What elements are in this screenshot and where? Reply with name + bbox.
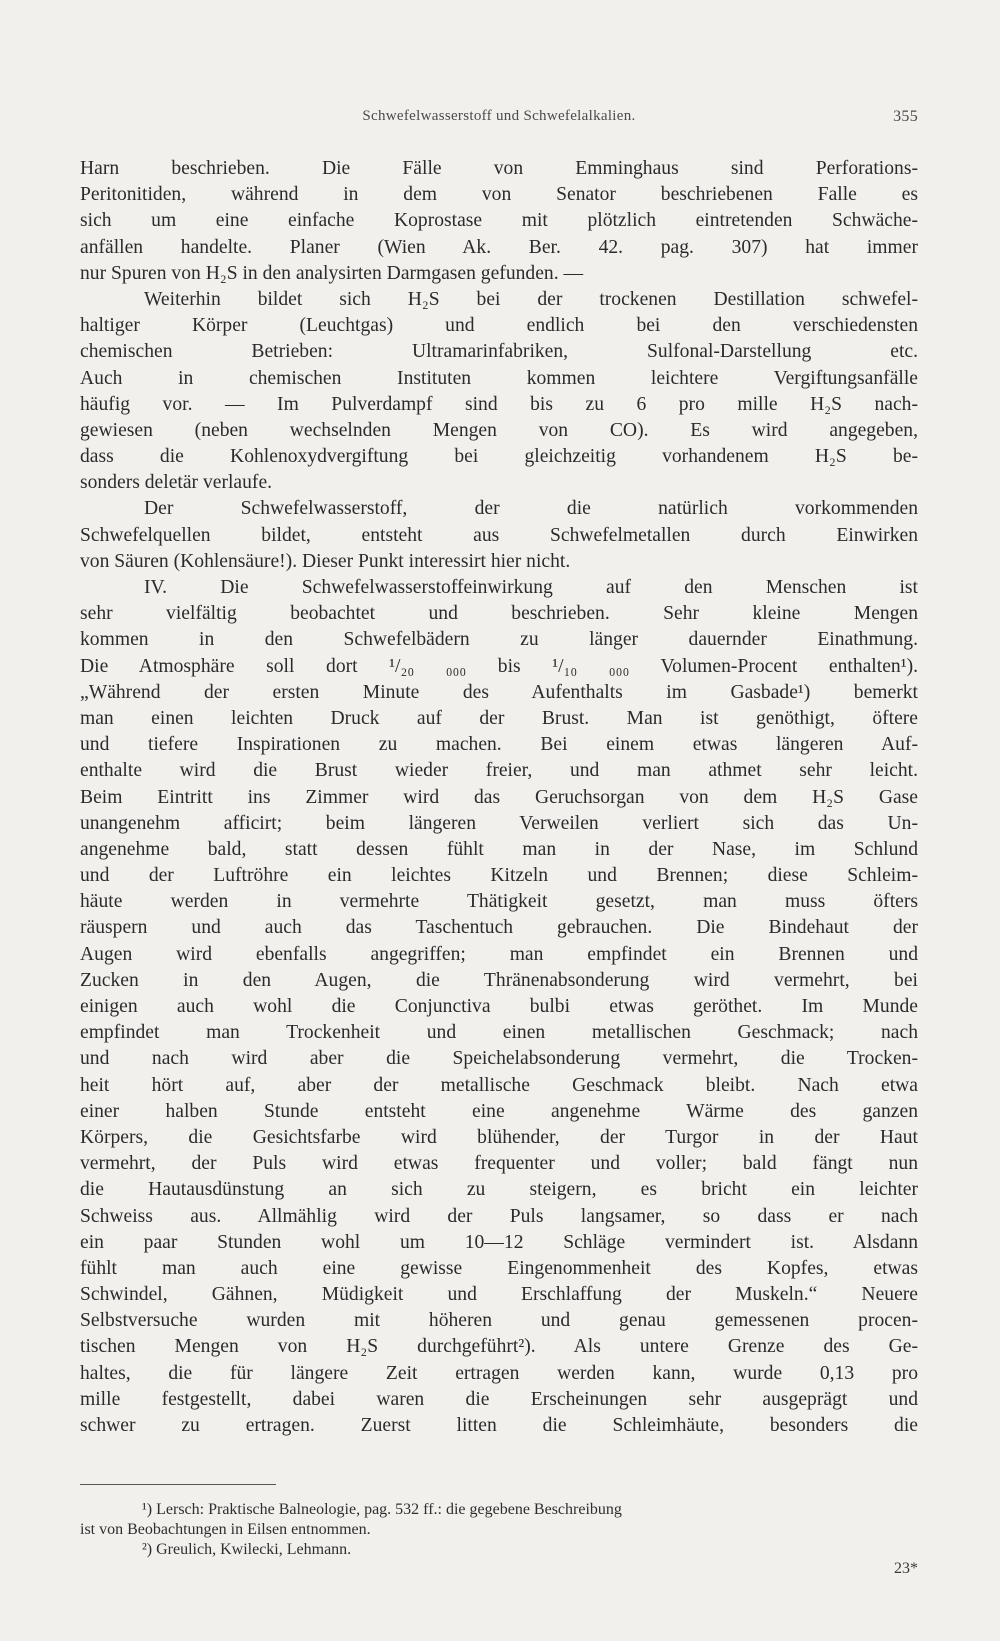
text-line: Schwefelquellen bildet, entsteht aus Schwefelmetallen durch Einwirken xyxy=(80,524,918,546)
text-line: von Säuren (Kohlensäure!). Dieser Punkt interessirt hier nicht. xyxy=(80,550,571,572)
text-line: häufig vor. — Im Pulverdampf sind bis zu 6 pro mille H₂S nach- xyxy=(80,393,918,415)
footnote-rule xyxy=(80,1484,276,1485)
running-title: Schwefelwasserstoff und Schwefelalkalien. xyxy=(362,108,636,124)
text-line: enthalte wird die Brust wieder freier, und man athmet sehr leicht. xyxy=(80,760,918,782)
text-line: Weiterhin bildet sich H₂S bei der trockenen Destillation schwefel- xyxy=(144,288,918,310)
text-line: Beim Eintritt ins Zimmer wird das Geruchsorgan von dem H₂S Gase xyxy=(80,786,918,808)
text-line: haltes, die für längere Zeit ertragen werden kann, wurde 0,13 pro xyxy=(80,1362,918,1384)
footnotes xyxy=(80,1500,918,1560)
text-line: empfindet man Trockenheit und einen metallischen Geschmack; nach xyxy=(80,1022,918,1044)
page-number: 355 xyxy=(893,108,918,125)
text-line: die Hautausdünstung an sich zu steigern, es bricht ein leichter xyxy=(80,1179,918,1201)
text-line: einigen auch wohl die Conjunctiva bulbi etwas geröthet. Im Munde xyxy=(80,996,918,1017)
text-line: Zucken in den Augen, die Thränenabsonderung wird vermehrt, bei xyxy=(80,969,918,991)
text-line: sonders deletär verlaufe. xyxy=(80,472,273,494)
text-line: Augen wird ebenfalls angegriffen; man empfindet ein Brennen und xyxy=(80,943,918,965)
text-line: und tiefere Inspirationen zu machen. Bei einem etwas längeren Auf- xyxy=(80,734,918,756)
text-line: IV. Die Schwefelwasserstoffeinwirkung auf den Menschen ist xyxy=(144,577,918,598)
text-line: Der Schwefelwasserstoff, der die natürlich vorkommenden xyxy=(144,498,918,520)
text-line: nur Spuren von H₂S in den analysirten Darmgasen gefunden. — xyxy=(80,262,584,284)
text-line: Körpers, die Gesichtsfarbe wird blühender, der Turgor in der Haut xyxy=(80,1126,918,1148)
text-line: vermehrt, der Puls wird etwas frequenter und voller; bald fängt nun xyxy=(80,1153,918,1175)
text-line: anfällen handelte. Planer (Wien Ak. Ber. 42. pag. 307) hat immer xyxy=(80,236,918,258)
text-line: Auch in chemischen Instituten kommen leichtere Vergiftungsanfälle xyxy=(80,367,918,389)
signature-mark: 23* xyxy=(894,1560,918,1577)
text-line: sehr vielfältig beobachtet und beschrieben. Sehr kleine Mengen xyxy=(80,603,918,625)
text-line: ein paar Stunden wohl um 10—12 Schläge vermindert ist. Alsdann xyxy=(80,1231,918,1253)
text-line: man einen leichten Druck auf der Brust. Man ist genöthigt, öftere xyxy=(80,707,918,729)
text-line: sich um eine einfache Koprostase mit plötzlich eintretenden Schwäche- xyxy=(80,210,918,232)
text-line: haltiger Körper (Leuchtgas) und endlich bei den verschiedensten xyxy=(80,315,918,337)
text-line: gewiesen (neben wechselnden Mengen von CO). Es wird angegeben, xyxy=(80,419,918,441)
text-line: Harn beschrieben. Die Fälle von Emminghaus sind Perforations- xyxy=(80,158,918,179)
text-line: heit hört auf, aber der metallische Geschmack bleibt. Nach etwa xyxy=(80,1074,918,1096)
text-line: mille festgestellt, dabei waren die Erscheinungen sehr ausgeprägt und xyxy=(80,1388,918,1410)
text-line: Schweiss aus. Allmählig wird der Puls langsamer, so dass er nach xyxy=(80,1205,918,1227)
text-line: Peritonitiden, während in dem von Senator beschriebenen Falle es xyxy=(80,184,918,206)
text-line: räuspern und auch das Taschentuch gebrauchen. Die Bindehaut der xyxy=(80,917,918,939)
text-line: kommen in den Schwefelbädern zu länger dauernder Einathmung. xyxy=(80,629,918,651)
text-line: Die Atmosphäre soll dort ¹/₂₀ ₀₀₀ bis ¹/₁₀ ₀₀₀ Volumen-Procent enthalten¹). xyxy=(80,655,918,677)
text-line: und nach wird aber die Speichelabsonderung vermehrt, die Trocken- xyxy=(80,1048,918,1070)
text-line: einer halben Stunde entsteht eine angenehme Wärme des ganzen xyxy=(80,1100,918,1122)
body-text xyxy=(80,156,918,1439)
footnote-2: ²) Greulich, Kwilecki, Lehmann. xyxy=(142,1541,352,1558)
text-line: Selbstversuche wurden mit höheren und genau gemessenen procen- xyxy=(80,1310,918,1332)
footnote-1-continued: ist von Beobachtungen in Eilsen entnommen. xyxy=(80,1521,371,1538)
text-line: fühlt man auch eine gewisse Eingenommenheit des Kopfes, etwas xyxy=(80,1257,918,1279)
text-line: Schwindel, Gähnen, Müdigkeit und Erschlaffung der Muskeln.“ Neuere xyxy=(80,1284,918,1306)
text-line: häute werden in vermehrte Thätigkeit gesetzt, man muss öfters xyxy=(80,891,918,913)
text-line: und der Luftröhre ein leichtes Kitzeln und Brennen; diese Schleim- xyxy=(80,865,918,887)
text-line: unangenehm afficirt; beim längeren Verweilen verliert sich das Un- xyxy=(80,812,918,834)
text-line: angenehme bald, statt dessen fühlt man in der Nase, im Schlund xyxy=(80,838,918,860)
running-header xyxy=(80,108,918,134)
footnote-1: ¹) Lersch: Praktische Balneologie, pag. 532 ff.: die gegebene Beschreibung xyxy=(142,1501,622,1518)
text-line: „Während der ersten Minute des Aufenthalts im Gasbade¹) bemerkt xyxy=(80,681,918,703)
text-line: tischen Mengen von H₂S durchgeführt²). Als untere Grenze des Ge- xyxy=(80,1336,918,1358)
text-line: dass die Kohlenoxydvergiftung bei gleichzeitig vorhandenem H₂S be- xyxy=(80,446,918,468)
text-line: chemischen Betrieben: Ultramarinfabriken, Sulfonal-Darstellung etc. xyxy=(80,341,918,363)
text-line: schwer zu ertragen. Zuerst litten die Schleimhäute, besonders die xyxy=(80,1415,918,1436)
